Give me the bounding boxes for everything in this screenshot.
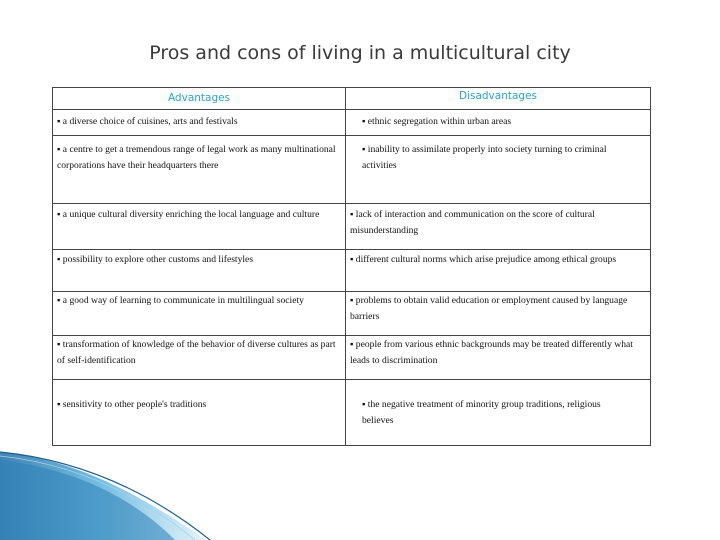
column-divider (345, 88, 346, 445)
advantage-item: ▪ a diverse choice of cuisines, arts and festivals (57, 116, 238, 127)
disadvantage-item: ▪ inability to assimilate properly into society turning to criminal activities (362, 144, 607, 171)
advantage-item: ▪ a centre to get a tremendous range of legal work as many multinational corporations have their headquarters there (57, 144, 336, 171)
disadvantage-item: ▪ people from various ethnic backgrounds may be treated differently what leads to discrimination (350, 339, 633, 366)
advantages-header: Advantages (167, 92, 231, 104)
advantage-item: ▪ sensitivity to other people's traditions (57, 399, 207, 410)
row-divider (53, 291, 650, 292)
pros-cons-table (52, 87, 651, 446)
disadvantage-item: ▪ problems to obtain valid education or employment caused by language barriers (350, 295, 628, 322)
disadvantage-item: ▪ ethnic segregation within urban areas (362, 116, 512, 127)
row-divider (53, 379, 650, 380)
disadvantages-header: Disadvantages (458, 90, 538, 102)
row-divider (53, 249, 650, 250)
advantage-item: ▪ possibility to explore other customs and lifestyles (57, 254, 254, 265)
disadvantage-item: ▪ lack of interaction and communication on the score of cultural misunderstanding (350, 209, 595, 236)
wave-decoration (0, 440, 720, 540)
row-divider (53, 109, 650, 110)
row-divider (53, 335, 650, 336)
advantage-item: ▪ transformation of knowledge of the behavior of diverse cultures as part of self-identification (57, 339, 336, 366)
disadvantage-item: ▪ the negative treatment of minority group traditions, religious believes (362, 399, 601, 426)
disadvantage-item: ▪ different cultural norms which arise prejudice among ethical groups (350, 254, 617, 265)
advantage-item: ▪ a good way of learning to communicate in multilingual society (57, 295, 304, 306)
row-divider (53, 203, 650, 204)
row-divider (53, 135, 650, 136)
slide-title: Pros and cons of living in a multicultural city (149, 42, 571, 64)
advantage-item: ▪ a unique cultural diversity enriching the local language and culture (57, 209, 320, 220)
